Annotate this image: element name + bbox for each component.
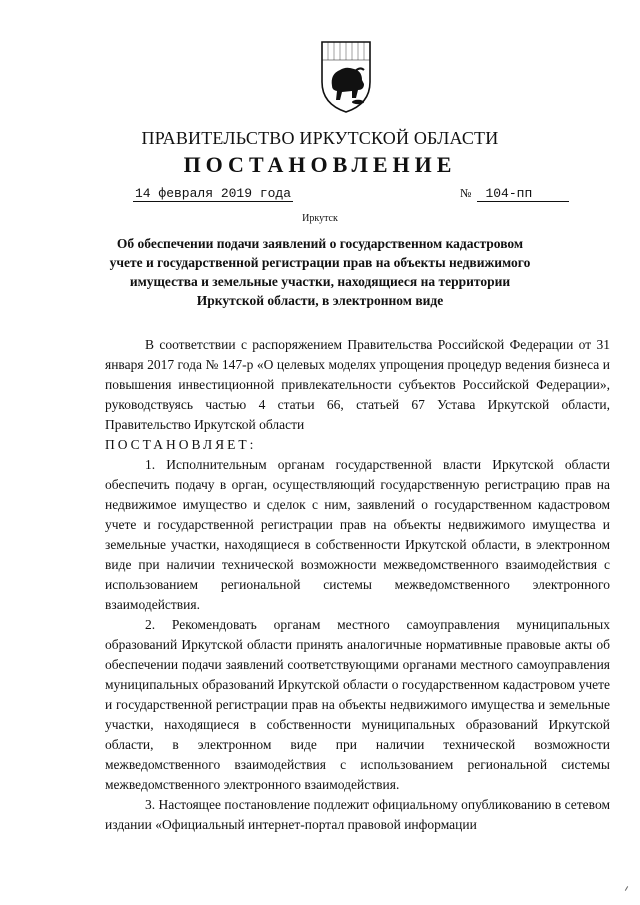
- resolves-word: ПОСТАНОВЛЯЕТ:: [105, 437, 257, 452]
- city-name: Иркутск: [302, 213, 338, 224]
- item-2-paragraph: 2. Рекомендовать органам местного самоуправления муниципальных образований Иркутской области принять аналогичные нормативные правовые акты об обеспечении подачи заявлений соответствующими органами местного самоуправления муниципальных образований Иркутской области о государственном кадастровом учете и государственной регистрации прав на объекты недвижимого имущества и земельные участки, находящиеся в собственности муниципальных образований Иркутской области, в электронном виде при наличии технической возможности межведомственного взаимодействия с использованием региональной системы межведомственного электронного взаимодействия.: [105, 617, 610, 792]
- number-sign: №: [460, 186, 472, 200]
- item-1-paragraph: 1. Исполнительным органам государственной власти Иркутской области обеспечить подачу в орган, осуществляющий государственную регистрацию прав на недвижимое имущество и сделок с ним, заявлений о государственном кадастровом учете и государственной регистрации прав на объекты недвижимого имущества и земельные участки, находящиеся в собственности Иркутской области, в электронном виде при наличии технической возможности межведомственного взаимодействия с использованием региональной системы межведомственного электронного взаимодействия.: [105, 457, 610, 612]
- document-body: [105, 335, 610, 835]
- government-name: ПРАВИТЕЛЬСТВО ИРКУТСКОЙ ОБЛАСТИ: [141, 128, 499, 148]
- document-date: [133, 186, 293, 201]
- scan-mark: [625, 886, 628, 891]
- number-value: 104-пп: [477, 186, 569, 202]
- document-title: Об обеспечении подачи заявлений о государственном кадастровом учете и государственной регистрации прав на объекты недвижимого имущества и земельные участки, находящиеся на территории Иркутской области, в электронном виде: [109, 236, 531, 308]
- coat-of-arms-icon: [318, 38, 374, 114]
- preamble-paragraph: В соответствии с распоряжением Правительства Российской Федерации от 31 января 2017 года № 147-р «О целевых моделях упрощения процедур ведения бизнеса и повышения инвестиционной привлекательности субъектов Российской Федерации», руководствуясь частью 4 статьи 66, статьей 67 Устава Иркутской области, Правительство Иркутской области: [105, 337, 610, 432]
- date-value: 14 февраля 2019 года: [135, 186, 292, 201]
- item-3-paragraph: 3. Настоящее постановление подлежит официальному опубликованию в сетевом издании «Официальный интернет-портал правовой информации: [105, 797, 610, 832]
- document-type: ПОСТАНОВЛЕНИЕ: [183, 152, 457, 177]
- document-number: [460, 186, 569, 202]
